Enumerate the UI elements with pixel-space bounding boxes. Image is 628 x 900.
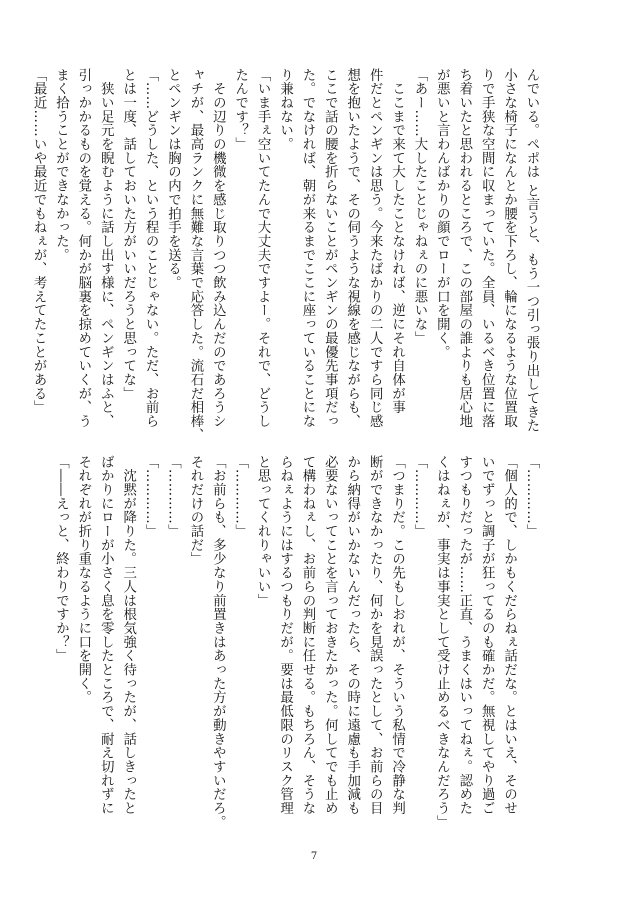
text-line: 「…………」	[232, 455, 248, 539]
text-line: りで手狭な空間に収まっていた。全員、いるべき位置に落	[479, 68, 495, 429]
text-line: 断ができなかったり、何かを見誤ったとして、お前らの目	[367, 455, 383, 816]
text-line: が悪いと言わんばかりの顔でローが口を開く。	[434, 68, 450, 359]
text-line: 「あー……大したことじゃねぇのに悪いな」	[411, 68, 427, 345]
text-line: ここまで来て大したことなければ、逆にそれ自体が事	[389, 68, 405, 415]
text-line: 「…………」	[165, 455, 181, 539]
text-line: 狭い足元を睨むように話し出す様に、ペンギンはふと、	[98, 68, 114, 429]
text-line: 「…………」	[524, 455, 539, 539]
text-line: た。でなければ、朝が来るまでここに座っていることにな	[299, 68, 315, 429]
text-line: とは一度、話しておいた方がいいだろうと思ってな」	[120, 68, 136, 401]
text-line: 件だとペンギンは思う。今来たばかりの二人ですら同じ感	[367, 68, 383, 429]
text-line: り兼ねない。	[277, 68, 293, 152]
page-number: 7	[310, 851, 318, 862]
text-line: 想を抱いたようで、その伺うような視線を感じながらも、	[344, 68, 360, 429]
text-line: くはねぇが、事実は事実として受け止めるべきなんだろう」	[434, 455, 450, 829]
text-line: 「いま手ぇ空いてたんで大丈夫ですよー。それで、どうし	[255, 68, 271, 429]
text-line: まく拾うことができなかった。	[53, 68, 69, 262]
text-line: その辺りの機微を感じ取りつつ飲み込んだのであろうシ	[210, 68, 226, 429]
text-line: 小さな椅子になんとか腰を下ろし、輪になるような位置取	[501, 68, 517, 429]
text-line: ち着いたと思われるところで、この部屋の誰よりも居心地	[456, 68, 472, 429]
text-line: 必要ないってことを言っておきたかった。何してでも止め	[322, 455, 338, 816]
text-line: ばかりにローが小さく息を零したところで、耐え切れずに	[98, 455, 114, 816]
top-text-tier	[31, 68, 542, 442]
text-line: 「……どうした、という程のことじゃない。ただ、お前ら	[143, 68, 159, 429]
text-line: 「個人的で、しかもくだらねぇ話だな。とはいえ、そのせ	[501, 455, 517, 816]
text-line: 沈黙が降りた。三人は根気強く待ったが、話しきったと	[120, 455, 136, 816]
text-line: らねぇようにはするつもりだが。要は最低限のリスク管理	[277, 455, 293, 816]
text-line: すつもりだったが……正直、うまくはいってねぇ。認めた	[456, 455, 472, 816]
text-line: 「――えっと、終わりですか？」	[53, 455, 69, 663]
text-line: それぞれが折り重なるように口を開く。	[75, 455, 91, 705]
text-line: とペンギンは胸の内で拍手を送る。	[165, 68, 181, 290]
bottom-text-tier	[53, 455, 542, 829]
text-line: ここで話の腰を折らないことがペンギンの最優先事項だっ	[322, 68, 338, 429]
text-line: ャチが、最高ランクに無難な言葉で応答した。流石だ相棒、	[187, 68, 203, 442]
text-line: から納得がいかないんだったら、その時に遠慮も手加減も	[344, 455, 360, 816]
text-line: 「最近……いや最近でもねぇが、考えてたことがある」	[31, 68, 47, 415]
text-line: それだけの話だ」	[187, 455, 203, 566]
text-line: 「お前らも、多少なり前置きはあった方が動きやすいだろ。	[210, 455, 226, 829]
text-line: 「つまりだ。この先もしおれが、そういう私情で冷静な判	[389, 455, 405, 816]
text-line: んでいる。ペポは と言うと、もう一つ引っ張り出してきた	[524, 68, 539, 433]
text-line: たんです？」	[232, 68, 248, 152]
text-line: 「…………」	[411, 455, 427, 539]
text-line: て構わねぇし、お前らの判断に任せる。もちろん、そうな	[299, 455, 315, 816]
text-line: 「…………」	[143, 455, 159, 539]
text-line: 引っかかるものを覚える。何かが脳裏を掠めていくが、う	[75, 68, 91, 429]
text-line: と思ってくれりゃいい」	[255, 455, 271, 608]
text-line: いでずっと調子が狂ってるのも確かだ。無視してやり過ご	[479, 455, 495, 816]
